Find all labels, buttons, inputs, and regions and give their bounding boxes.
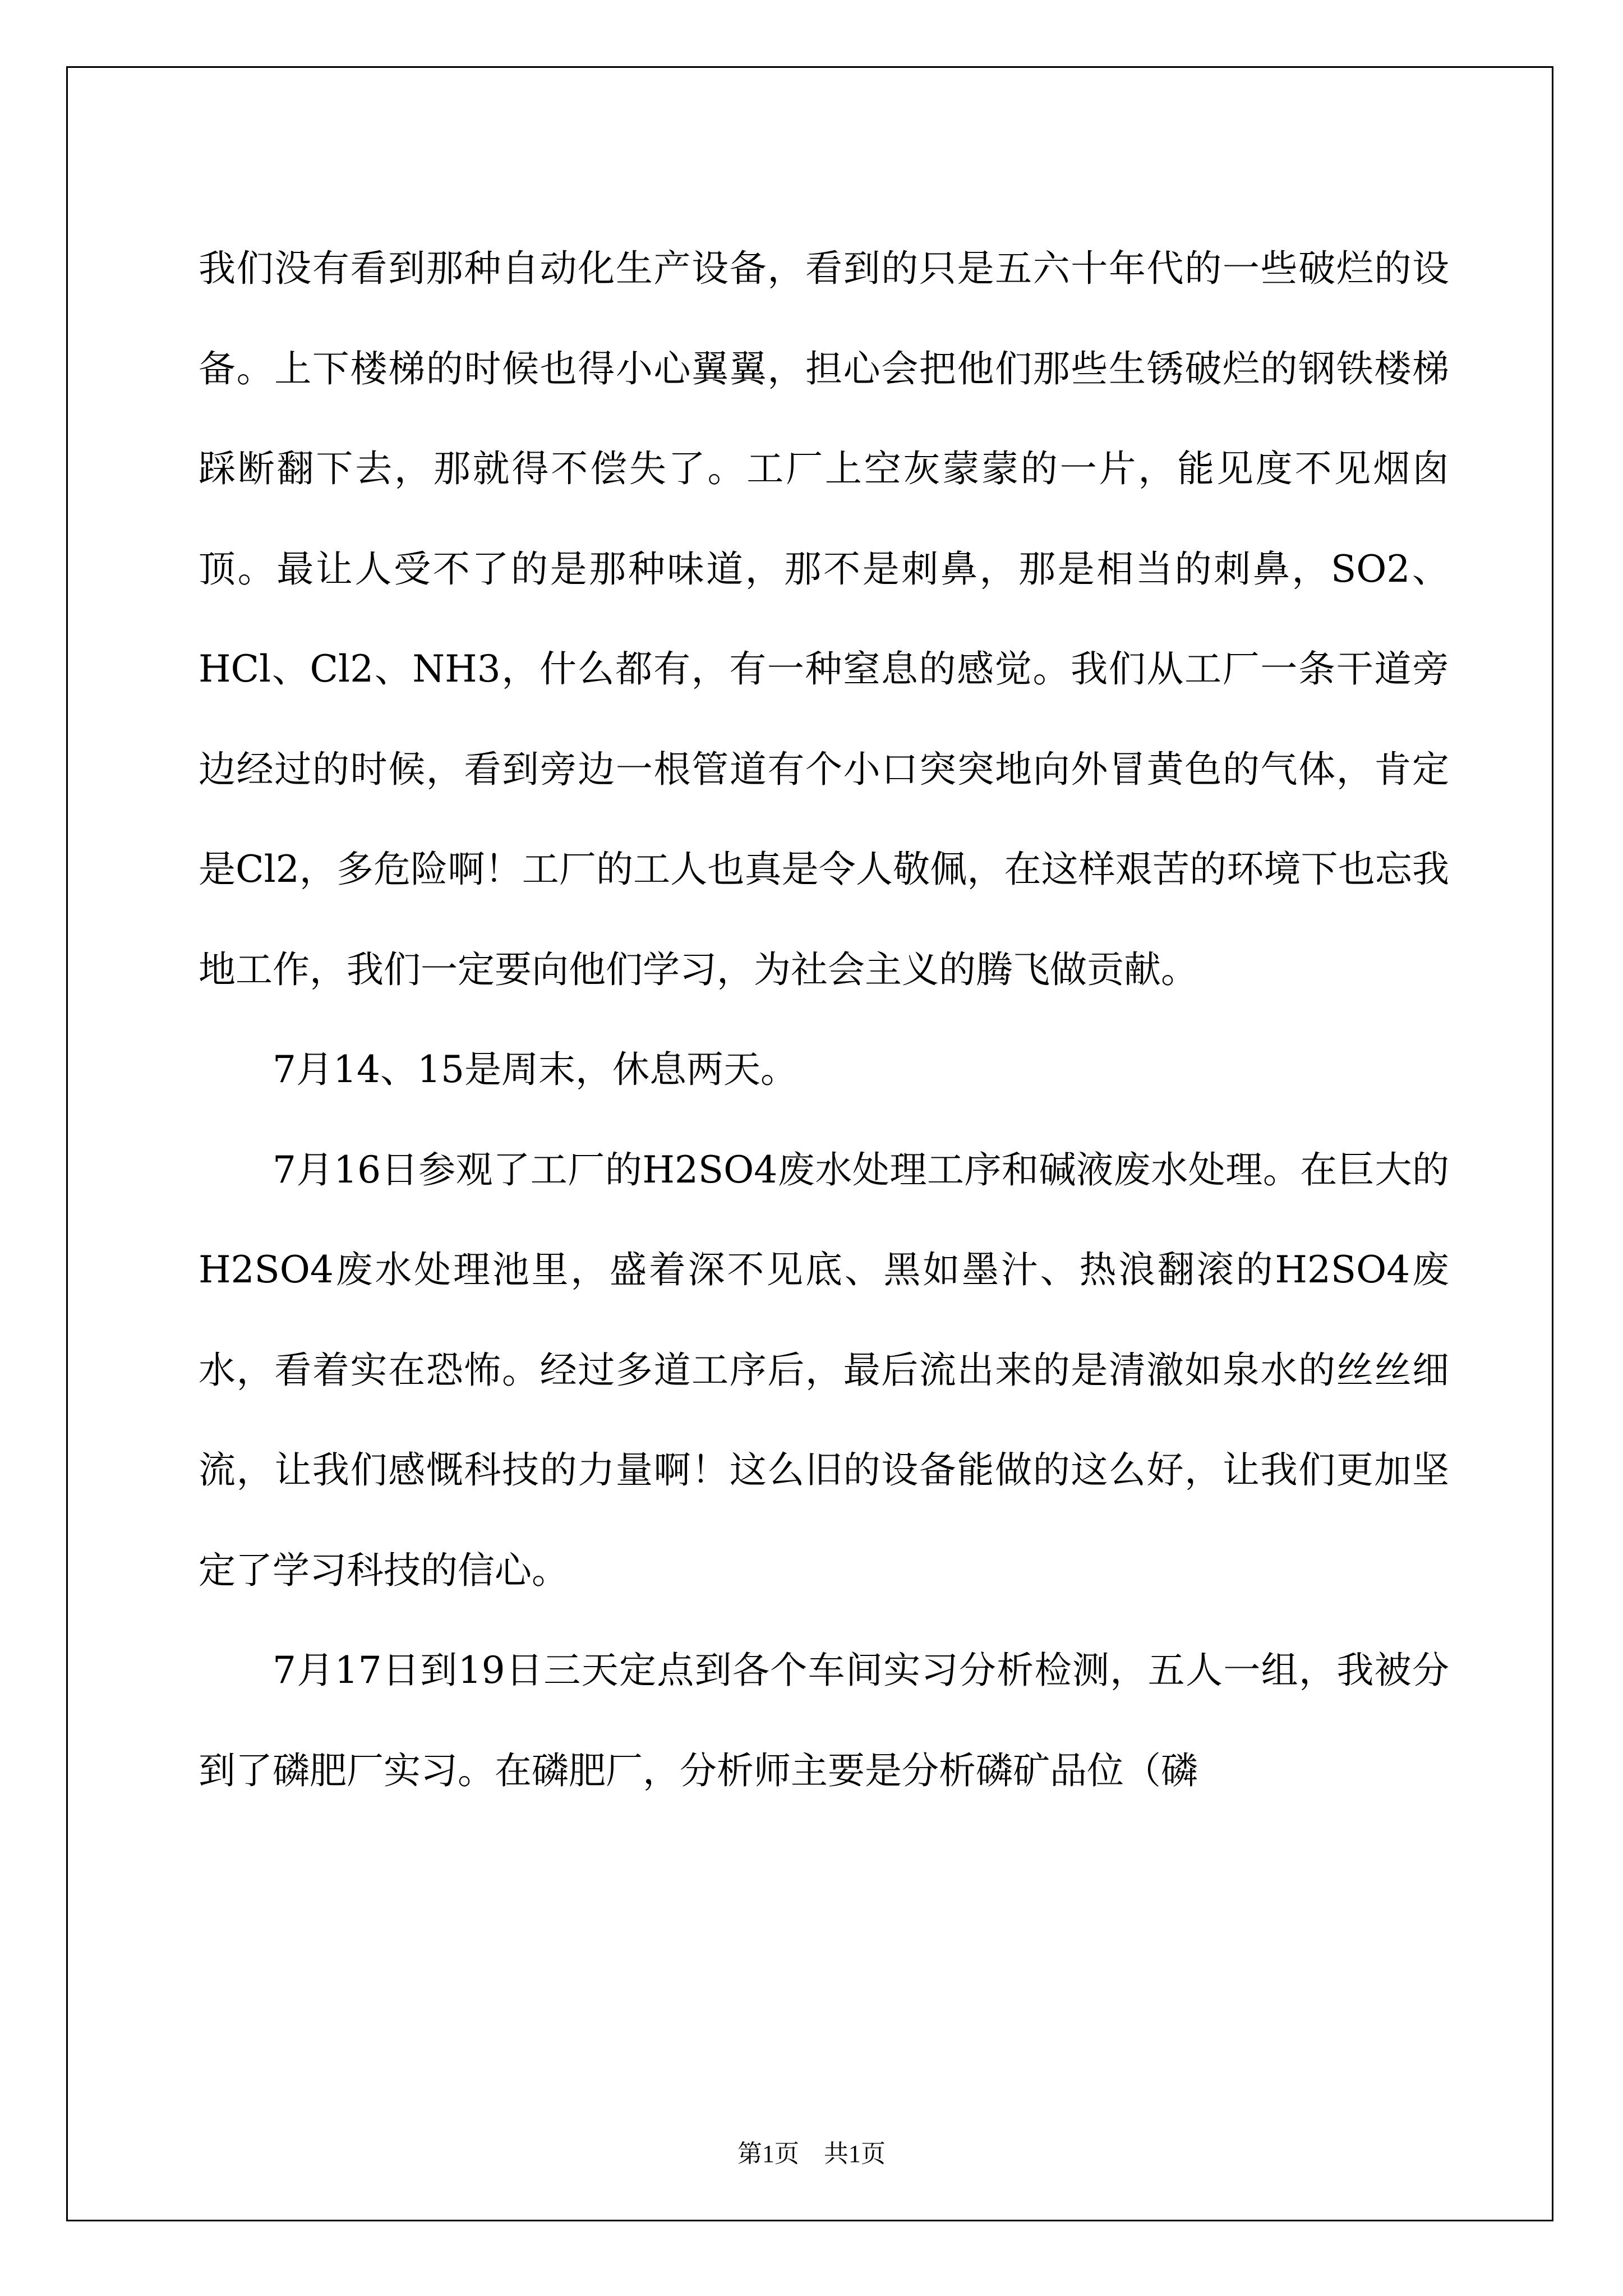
page-number: 第1页 [737, 2140, 799, 2168]
paragraph: 我们没有看到那种自动化生产设备，看到的只是五六十年代的一些破烂的设备。上下楼梯的时候也得小心翼翼，担心会把他们那些生锈破烂的钢铁楼梯踩断翻下去，那就得不偿失了。工厂上空灰蒙蒙的一片，能见度不见烟囱顶。最让人受不了的是那种味道，那不是刺鼻，那是相当的刺鼻，SO2、HCl、Cl2、NH3，什么都有，有一种窒息的感觉。我们从工厂一条干道旁边经过的时候，看到旁边一根管道有个小口突突地向外冒黄色的气体，肯定是Cl2，多危险啊！工厂的工人也真是令人敬佩，在这样艰苦的环境下也忘我地工作，我们一定要向他们学习，为社会主义的腾飞做贡献。 [199, 247, 1449, 991]
page-footer [0, 2138, 1623, 2170]
total-pages: 共1页 [824, 2140, 886, 2168]
paragraph: 7月16日参观了工厂的H2SO4废水处理工序和碱液废水处理。在巨大的H2SO4废水处理池里，盛着深不见底、黑如墨汁、热浪翻滚的H2SO4废水，看着实在恐怖。经过多道工序后，最后流出来的是清澈如泉水的丝丝细流，让我们感慨科技的力量啊！这么旧的设备能做的这么好，让我们更加坚定了学习科技的信心。 [199, 1148, 1449, 1592]
paragraph: 7月17日到19日三天定点到各个车间实习分析检测，五人一组，我被分到了磷肥厂实习。在磷肥厂，分析师主要是分析磷矿品位（磷 [199, 1649, 1449, 1792]
document-body [199, 219, 1449, 1821]
paragraph: 7月14、15是周末，休息两天。 [273, 1048, 797, 1091]
